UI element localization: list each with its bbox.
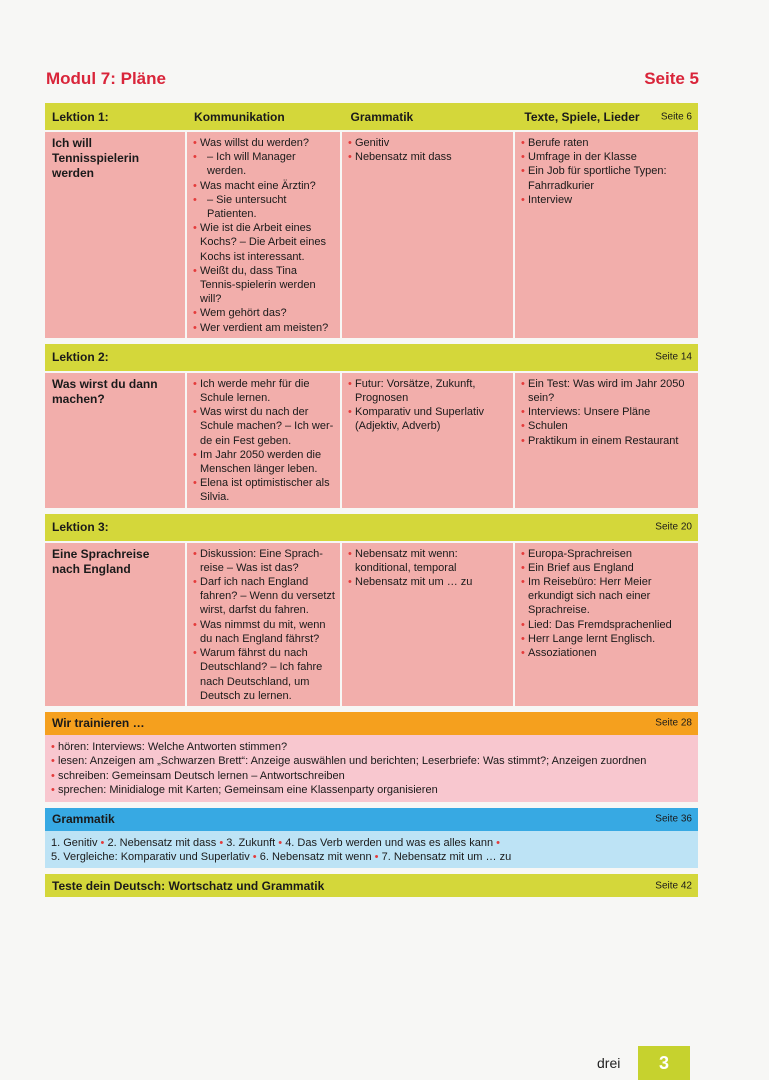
- lesson-label: Lektion 3:: [52, 520, 109, 535]
- page-word: drei: [597, 1055, 621, 1071]
- lesson-row: [45, 541, 698, 706]
- grammar-item: 4. Das Verb werden und was es alles kann: [285, 836, 494, 849]
- list-item: • Was macht eine Ärztin?: [193, 179, 335, 193]
- list-item: • – Sie untersucht Patienten.: [193, 193, 335, 221]
- texts-cell: [513, 543, 693, 706]
- grammar-title: Grammatik: [52, 812, 115, 827]
- list-item: • lesen: Anzeigen am „Schwarzen Brett“: Anzeige auswählen und berichten; Leserbriefe: Was stimmt?; Anzeigen zuordnen: [51, 754, 692, 768]
- module-page-number: Seite 5: [644, 69, 699, 88]
- list-item: • Darf ich nach England fahren? – Wenn du versetzt wirst, darfst du fahren.: [193, 575, 335, 618]
- list-item: • Elena ist optimistischer als Silvia.: [193, 476, 335, 504]
- list-item: • Praktikum in einem Restaurant: [521, 434, 688, 448]
- list-item: • Interviews: Unsere Pläne: [521, 405, 688, 419]
- list-item: • Lied: Das Fremdsprachenlied: [521, 618, 688, 632]
- list-item: • – Ich will Manager werden.: [193, 150, 335, 178]
- lesson-3-header: [45, 514, 698, 541]
- list-item: • Genitiv: [348, 136, 508, 150]
- grammar-header: [45, 808, 698, 831]
- list-item: • Ein Test: Was wird im Jahr 2050 sein?: [521, 377, 688, 405]
- lesson-row: [45, 130, 698, 338]
- grammar-body: 1. Genitiv • 2. Nebensatz mit dass • 3. Zukunft • 4. Das Verb werden und was es alles kann • 5. Vergleiche: Komparativ und Superlativ • 6. Nebensatz mit wenn • 7. Nebensatz mit um … zu: [45, 831, 698, 869]
- list-item: • Weißt du, dass Tina Tennis-spielerin werden will?: [193, 264, 335, 307]
- list-item: • Schulen: [521, 419, 688, 433]
- lesson-title: Ich will Tennisspielerin werden: [52, 136, 140, 180]
- list-item: • Interview: [521, 193, 688, 207]
- list-item: • Nebensatz mit um … zu: [348, 575, 508, 589]
- grammar-item: 1. Genitiv: [51, 836, 98, 849]
- header-grammar: Grammatik: [350, 109, 414, 124]
- list-item: • sprechen: Minidialoge mit Karten; Gemeinsam eine Klassenparty organisieren: [51, 783, 692, 797]
- training-header: [45, 712, 698, 735]
- list-item: • Ein Job für sportliche Typen: Fahrradkurier: [521, 164, 688, 192]
- list-item: • Wie ist die Arbeit eines Kochs? – Die Arbeit eines Kochs ist interessant.: [193, 221, 335, 264]
- list-item: • Ich werde mehr für die Schule lernen.: [193, 377, 335, 405]
- training-section: [45, 712, 698, 802]
- grammar-cell: [340, 543, 513, 706]
- test-page: Seite 42: [655, 880, 692, 892]
- module-title: Modul 7: Pläne: [46, 69, 166, 88]
- training-body: [45, 735, 698, 802]
- table-header: [45, 103, 698, 130]
- list-item: • Berufe raten: [521, 136, 688, 150]
- list-item: • schreiben: Gemeinsam Deutsch lernen – Antwortschreiben: [51, 769, 692, 783]
- test-section: [45, 874, 698, 897]
- header-texts: Texte, Spiele, Lieder: [524, 109, 640, 124]
- lesson-2-header: [45, 344, 698, 371]
- grammar-item: 3. Zukunft: [226, 836, 276, 849]
- list-item: • Umfrage in der Klasse: [521, 150, 688, 164]
- list-item: • Warum fährst du nach Deutschland? – Ich fahre nach Deutschland, um Deutsch zu lernen.: [193, 646, 335, 703]
- header-lesson: Lektion 1:: [52, 109, 109, 124]
- list-item: • Ein Brief aus England: [521, 561, 688, 575]
- grammar-item: 7. Nebensatz mit um … zu: [381, 850, 512, 863]
- grammar-item: 2. Nebensatz mit dass: [107, 836, 217, 849]
- texts-cell: [513, 373, 693, 508]
- contents-table: [45, 103, 698, 897]
- list-item: • Nebensatz mit wenn: konditional, temporal: [348, 547, 508, 575]
- list-item: • Im Jahr 2050 werden die Menschen länger leben.: [193, 448, 335, 476]
- list-item: • Diskussion: Eine Sprach-reise – Was ist das?: [193, 547, 335, 575]
- list-item: • Assoziationen: [521, 646, 688, 660]
- page-number-badge: 3: [638, 1046, 690, 1080]
- texts-cell: [513, 132, 693, 338]
- list-item: • hören: Interviews: Welche Antworten stimmen?: [51, 740, 692, 754]
- grammar-item: 5. Vergleiche: Komparativ und Superlativ: [51, 850, 250, 863]
- lesson-page: Seite 20: [655, 521, 692, 533]
- list-item: • Herr Lange lernt Englisch.: [521, 632, 688, 646]
- lesson-title: Was wirst du dann machen?: [52, 376, 158, 406]
- grammar-cell: [340, 132, 513, 338]
- list-item: • Wem gehört das?: [193, 306, 335, 320]
- list-item: • Futur: Vorsätze, Zukunft, Prognosen: [348, 377, 508, 405]
- grammar-item: 6. Nebensatz mit wenn: [259, 850, 372, 863]
- grammar-cell: [340, 373, 513, 508]
- grammar-section: [45, 808, 698, 869]
- lesson-page: Seite 14: [655, 351, 692, 363]
- training-title: Wir trainieren …: [52, 716, 145, 731]
- list-item: • Komparativ und Superlativ (Adjektiv, Adverb): [348, 405, 508, 433]
- lesson-title: Eine Sprachreise nach England: [52, 546, 150, 576]
- list-item: • Was nimmst du mit, wenn du nach England fährst?: [193, 618, 335, 646]
- list-item: • Im Reisebüro: Herr Meier erkundigt sich nach einer Sprachreise.: [521, 575, 688, 618]
- list-item: • Europa-Sprachreisen: [521, 547, 688, 561]
- grammar-page: Seite 36: [655, 813, 692, 825]
- communication-cell: [185, 132, 340, 338]
- header-communication: Kommunikation: [194, 109, 285, 124]
- lesson-1-page: Seite 6: [660, 111, 692, 122]
- communication-cell: [185, 373, 340, 508]
- lesson-row: [45, 371, 698, 508]
- list-item: • Was wirst du nach der Schule machen? – Ich wer-de ein Fest geben.: [193, 405, 335, 448]
- list-item: • Nebensatz mit dass: [348, 150, 508, 164]
- lesson-label: Lektion 2:: [52, 350, 109, 365]
- test-title: Teste dein Deutsch: Wortschatz und Grammatik: [52, 878, 325, 893]
- training-page: Seite 28: [655, 717, 692, 729]
- list-item: • Wer verdient am meisten?: [193, 321, 335, 335]
- communication-cell: [185, 543, 340, 706]
- list-item: • Was willst du werden?: [193, 136, 335, 150]
